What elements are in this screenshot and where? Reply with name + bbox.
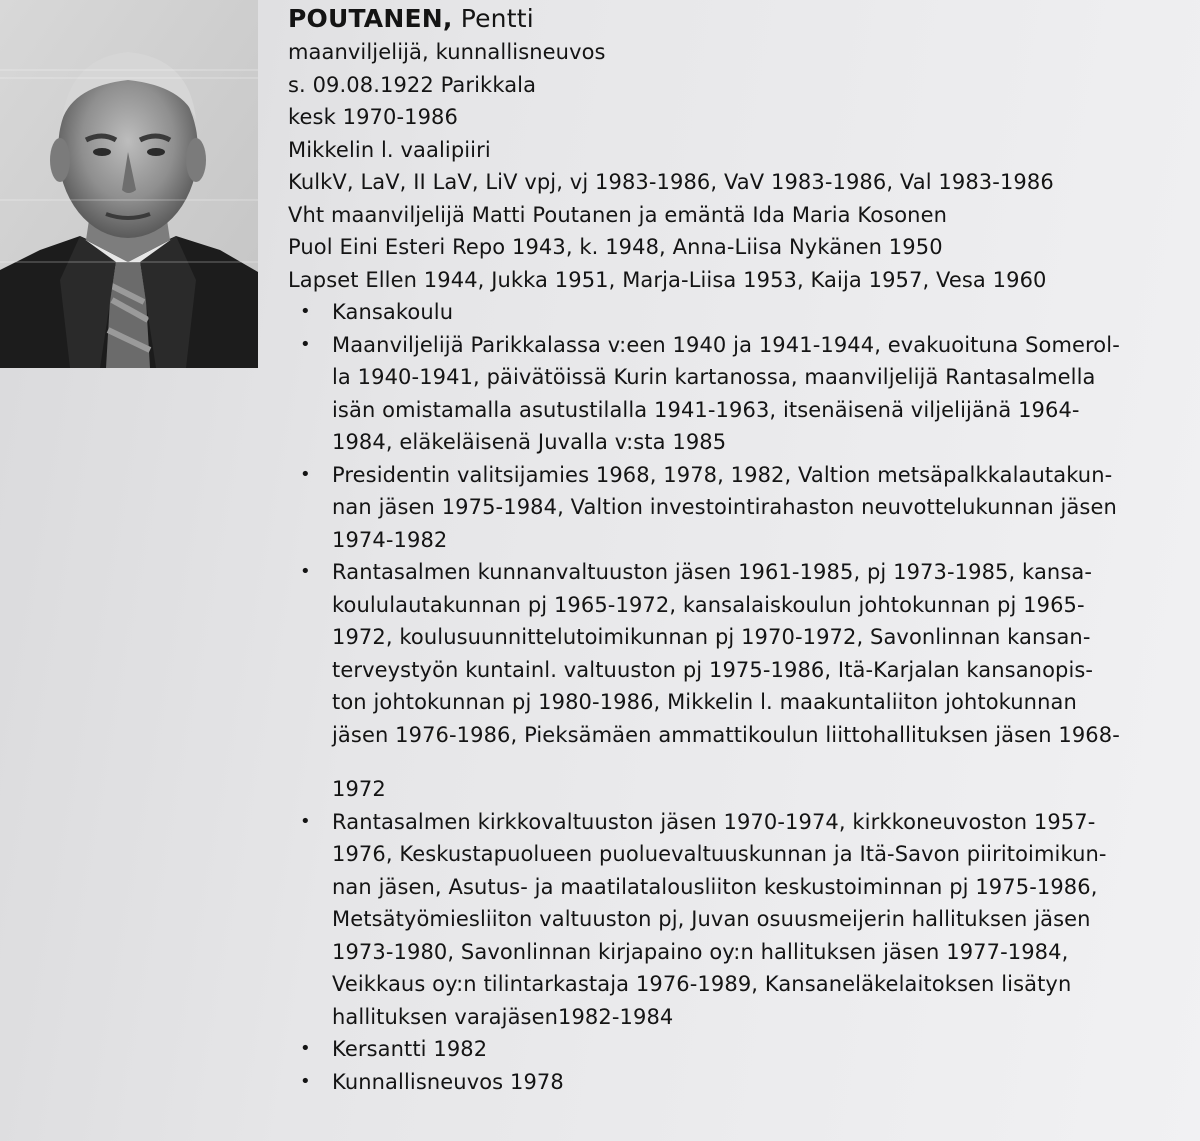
children-line: Lapset Ellen 1944, Jukka 1951, Marja-Liisa 1953, Kaija 1957, Vesa 1960 [288, 267, 1047, 292]
list-item-line: 1972 [332, 777, 386, 801]
person-name [288, 4, 1178, 34]
list-item-line: ton johtokunnan pj 1980-1986, Mikkelin l. maakuntaliiton johtokunnan [332, 690, 1077, 714]
spouse-line: Puol Eini Esteri Repo 1943, k. 1948, Anna-Liisa Nykänen 1950 [288, 235, 943, 259]
list-item-line: Maanviljelijä Parikkalassa v:een 1940 ja 1941-1944, evakuoituna Somerol- [332, 332, 1120, 357]
committees-line: KulkV, LaV, II LaV, LiV vpj, vj 1983-1986, VaV 1983-1986, Val 1983-1986 [288, 170, 1054, 194]
list-item [288, 806, 1178, 1034]
list-item [288, 1033, 1178, 1066]
list-item-line: 1974-1982 [332, 527, 448, 552]
constituency-line: Mikkelin l. vaalipiiri [288, 137, 491, 162]
list-item-line: Veikkaus oy:n tilintarkastaja 1976-1989, Kansaneläkelaitoksen lisätyn [332, 972, 1072, 996]
bullet-list [288, 296, 1178, 1098]
bullet-icon: • [300, 301, 311, 322]
header-block [288, 36, 1178, 296]
portrait-photo [0, 0, 258, 368]
list-item-line: Kunnallisneuvos 1978 [332, 1069, 564, 1094]
list-item-line: koululautakunnan pj 1965-1972, kansalaiskoulun johtokunnan pj 1965- [332, 592, 1085, 617]
parents-line: Vht maanviljelijä Matti Poutanen ja emäntä Ida Maria Kosonen [288, 202, 948, 227]
bullet-icon: • [300, 810, 311, 832]
list-item [288, 296, 1178, 329]
list-item-line: Presidentin valitsijamies 1968, 1978, 1982, Valtion metsäpalkkalautakun- [332, 462, 1113, 487]
list-item [288, 329, 1178, 459]
party-line: kesk 1970-1986 [288, 105, 458, 129]
bullet-icon: • [300, 463, 311, 485]
list-item [288, 556, 1178, 806]
bullet-icon: • [300, 333, 311, 355]
list-item-line: Rantasalmen kirkkovaltuuston jäsen 1970-1974, kirkkoneuvoston 1957- [332, 809, 1096, 834]
bullet-icon: • [300, 1070, 311, 1092]
list-item-line: jäsen 1976-1986, Pieksämäen ammattikoulun liittohallituksen jäsen 1968- [332, 722, 1120, 747]
birth-line: s. 09.08.1922 Parikkala [288, 72, 537, 97]
list-item-line: hallituksen varajäsen1982-1984 [332, 1004, 674, 1029]
bullet-icon: • [300, 561, 311, 582]
list-item-line: la 1940-1941, päivätöissä Kurin kartanossa, maanviljelijä Rantasalmella [332, 365, 1096, 389]
list-item [288, 459, 1178, 557]
list-item-line: Kersantti 1982 [332, 1037, 488, 1061]
list-item-line: isän omistamalla asutustilalla 1941-1963, itsenäisenä viljelijänä 1964- [332, 397, 1080, 422]
list-item [288, 1066, 1178, 1099]
biography-text [288, 4, 1178, 1098]
surname: POUTANEN, [288, 4, 453, 33]
list-item-line: Kansakoulu [332, 300, 454, 324]
list-item-line: 1972, koulusuunnittelutoimikunnan pj 1970-1972, Savonlinnan kansan- [332, 625, 1091, 649]
bullet-icon: • [300, 1038, 311, 1059]
list-item-line: 1973-1980, Savonlinnan kirjapaino oy:n hallituksen jäsen 1977-1984, [332, 939, 1069, 964]
list-item-line: 1976, Keskustapuolueen puoluevaltuuskunnan ja Itä-Savon piiritoimikun- [332, 842, 1107, 866]
occupation-line: maanviljelijä, kunnallisneuvos [288, 40, 606, 64]
list-item-line: 1984, eläkeläisenä Juvalla v:sta 1985 [332, 430, 727, 454]
given-name: Pentti [460, 4, 534, 33]
list-item-line: nan jäsen 1975-1984, Valtion investointirahaston neuvottelukunnan jäsen [332, 495, 1117, 519]
list-item-line: nan jäsen, Asutus- ja maatilatalousliiton keskustoiminnan pj 1975-1986, [332, 874, 1098, 899]
list-item-line: terveystyön kuntainl. valtuuston pj 1975-1986, Itä-Karjalan kansanopis- [332, 657, 1094, 682]
list-item-line: Metsätyömiesliiton valtuuston pj, Juvan osuusmeijerin hallituksen jäsen [332, 907, 1091, 931]
list-item-line: Rantasalmen kunnanvaltuuston jäsen 1961-1985, pj 1973-1985, kansa- [332, 560, 1093, 584]
